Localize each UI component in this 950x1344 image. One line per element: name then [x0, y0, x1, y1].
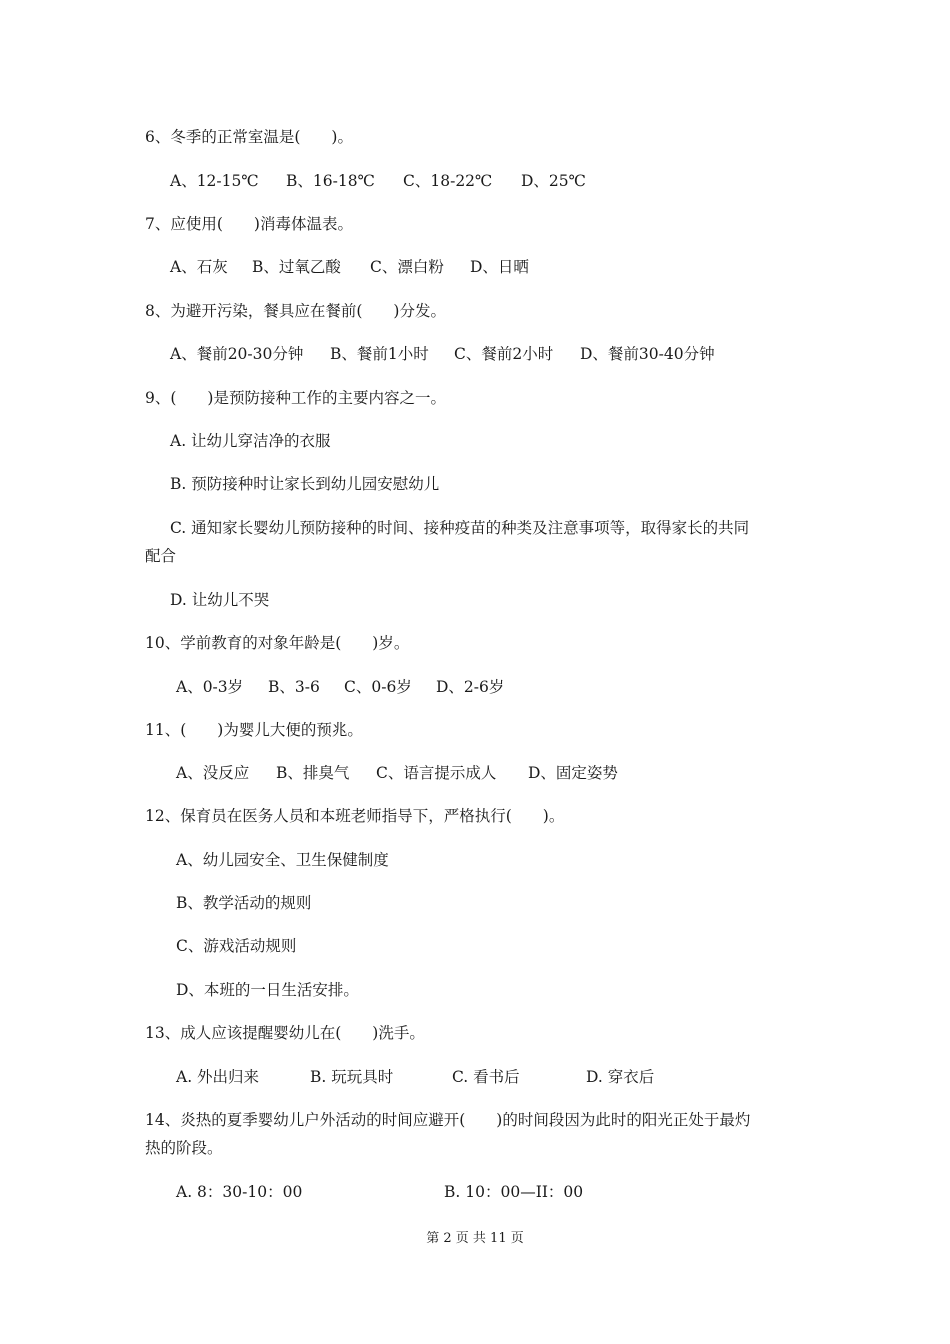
options-14	[176, 1181, 583, 1203]
option: C、0-6岁	[344, 678, 412, 696]
question-10: 10、学前教育的对象年龄是( )岁。	[145, 634, 410, 652]
option: B、16-18℃	[286, 172, 375, 190]
option: A、餐前20-30分钟	[170, 345, 304, 363]
question-13: 13、成人应该提醒婴幼儿在( )洗手。	[145, 1024, 425, 1042]
options-6	[170, 170, 586, 192]
options-13	[176, 1066, 654, 1088]
option: A. 外出归来	[176, 1068, 260, 1086]
option: B. 预防接种时让家长到幼儿园安慰幼儿	[170, 475, 440, 493]
question-14: 14、炎热的夏季婴幼儿户外活动的时间应避开( )的时间段因为此时的阳光正处于最灼	[145, 1111, 751, 1129]
option: C、餐前2小时	[454, 345, 554, 363]
option: A、幼儿园安全、卫生保健制度	[176, 851, 389, 869]
option: C. 通知家长婴幼儿预防接种的时间、接种疫苗的种类及注意事项等，取得家长的共同	[170, 519, 750, 537]
page-footer: 第 2 页 共 11 页	[426, 1231, 524, 1246]
option: C、游戏活动规则	[176, 937, 297, 955]
question-6: 6、冬季的正常室温是( )。	[145, 128, 353, 146]
option: B、教学活动的规则	[176, 894, 312, 912]
option: C. 看书后	[452, 1068, 520, 1086]
option: A、12-15℃	[170, 172, 259, 190]
option: A. 让幼儿穿洁净的衣服	[170, 432, 331, 450]
options-8	[170, 343, 715, 365]
question-7: 7、应使用( )消毒体温表。	[145, 215, 353, 233]
option: D、固定姿势	[528, 764, 618, 782]
option: D. 让幼儿不哭	[170, 591, 270, 609]
option: D、餐前30-40分钟	[580, 345, 715, 363]
option: B、3-6	[268, 678, 320, 696]
option: B、排臭气	[276, 764, 350, 782]
question-11: 11、( )为婴儿大便的预兆。	[145, 721, 363, 739]
option-continuation: 配合	[145, 547, 177, 565]
option: D、2-6岁	[436, 678, 505, 696]
question-8: 8、为避开污染，餐具应在餐前( )分发。	[145, 302, 446, 320]
options-11	[176, 762, 618, 784]
option: A、0-3岁	[176, 678, 244, 696]
option: D、25℃	[521, 172, 586, 190]
option: B、餐前1小时	[330, 345, 429, 363]
option: D、日晒	[470, 258, 529, 276]
option: A. 8：30-10：00	[176, 1183, 303, 1201]
question-12: 12、保育员在医务人员和本班老师指导下，严格执行( )。	[145, 807, 565, 825]
question-9: 9、( )是预防接种工作的主要内容之一。	[145, 389, 446, 407]
option: C、18-22℃	[403, 172, 493, 190]
option: A、没反应	[176, 764, 250, 782]
option: B. 10：00—II：00	[444, 1183, 584, 1201]
option: B. 玩玩具时	[310, 1068, 394, 1086]
option: D. 穿衣后	[586, 1068, 655, 1086]
option: A、石灰	[170, 258, 228, 276]
option: B、过氧乙酸	[252, 258, 341, 276]
options-7	[170, 256, 529, 278]
option: C、语言提示成人	[376, 764, 497, 782]
option: C、漂白粉	[370, 258, 444, 276]
option: D、本班的一日生活安排。	[176, 981, 359, 999]
question-14-continuation: 热的阶段。	[145, 1139, 223, 1157]
options-10	[176, 676, 504, 698]
